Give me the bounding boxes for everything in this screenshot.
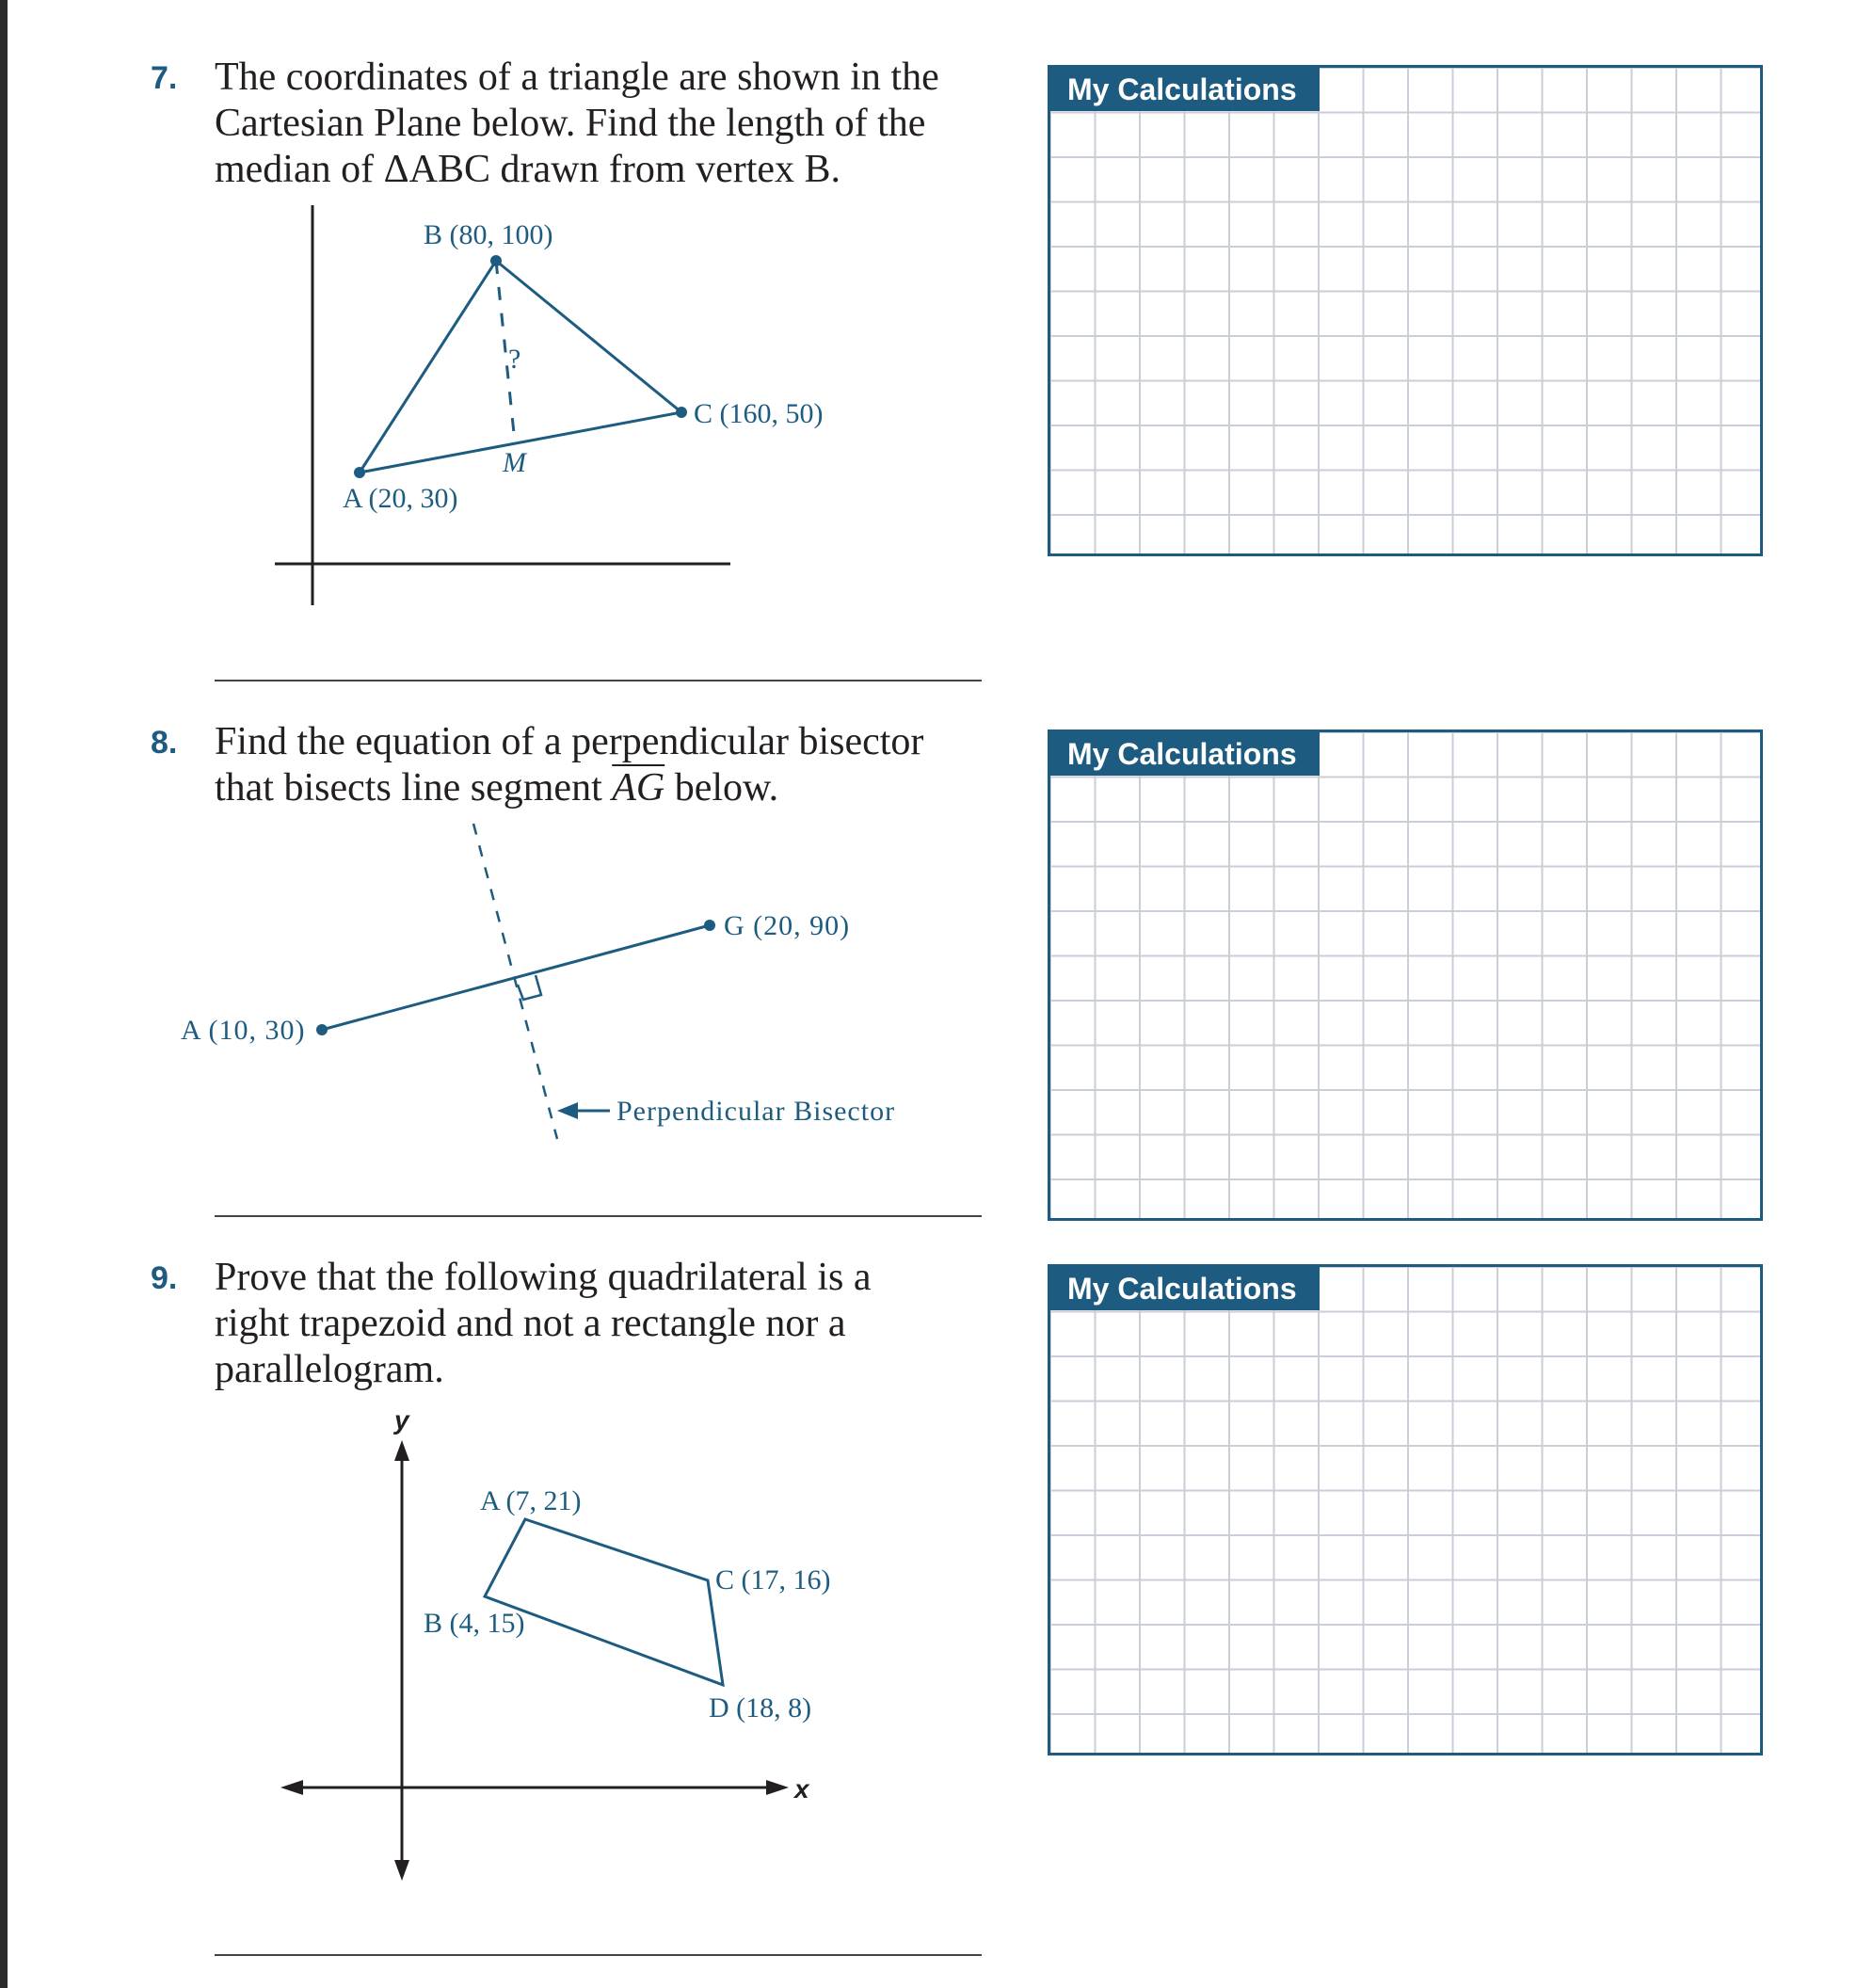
- label-bisector: Perpendicular Bisector: [616, 1096, 896, 1127]
- calc-title-9: My Calculations: [1050, 1267, 1320, 1310]
- calc-title-7: My Calculations: [1050, 68, 1320, 111]
- question-7-line-1: The coordinates of a triangle are shown in the: [215, 56, 939, 99]
- question-9-line-3: parallelogram.: [215, 1348, 444, 1391]
- quadrilateral-abcd: [485, 1519, 723, 1685]
- divider-3: [215, 1954, 982, 1956]
- label-c: C (160, 50): [694, 398, 824, 429]
- label-b: B (80, 100): [424, 219, 553, 250]
- label-m: M: [503, 447, 526, 478]
- x-axis-label: x: [794, 1774, 809, 1804]
- question-9-line-2: right trapezoid and not a rectangle nor a: [215, 1302, 846, 1345]
- label-d9: D (18, 8): [709, 1692, 812, 1723]
- question-9-number: 9.: [151, 1260, 178, 1296]
- question-8-number: 8.: [151, 725, 178, 761]
- label-unknown: ?: [508, 344, 521, 375]
- calc-title-8: My Calculations: [1050, 732, 1320, 776]
- question-7-line-3: median of ΔABC drawn from vertex B.: [215, 148, 841, 191]
- question-8-line-1: Find the equation of a perpendicular bisector: [215, 720, 924, 763]
- label-a: A (20, 30): [343, 483, 458, 514]
- y-axis-arrow-down: [394, 1860, 409, 1881]
- x-axis-arrow-left: [280, 1780, 303, 1795]
- y-axis-label: y: [394, 1405, 409, 1435]
- question-9-line-1: Prove that the following quadrilateral is a: [215, 1256, 872, 1299]
- y-axis-arrow-up: [394, 1440, 409, 1461]
- label-a9: A (7, 21): [480, 1485, 582, 1516]
- label-c9: C (17, 16): [715, 1564, 831, 1595]
- question-7-line-2: Cartesian Plane below. Find the length of the: [215, 102, 926, 145]
- label-g: G (20, 90): [724, 910, 851, 941]
- x-axis-arrow-right: [766, 1780, 789, 1795]
- question-8-line-2: that bisects line segment $\overline{AG}$ below.: [215, 766, 779, 810]
- label-a2: A (10, 30): [181, 1015, 306, 1046]
- question-7-number: 7.: [151, 60, 178, 96]
- calc-box-9[interactable]: [1048, 1264, 1763, 1756]
- label-b9: B (4, 15): [424, 1608, 525, 1639]
